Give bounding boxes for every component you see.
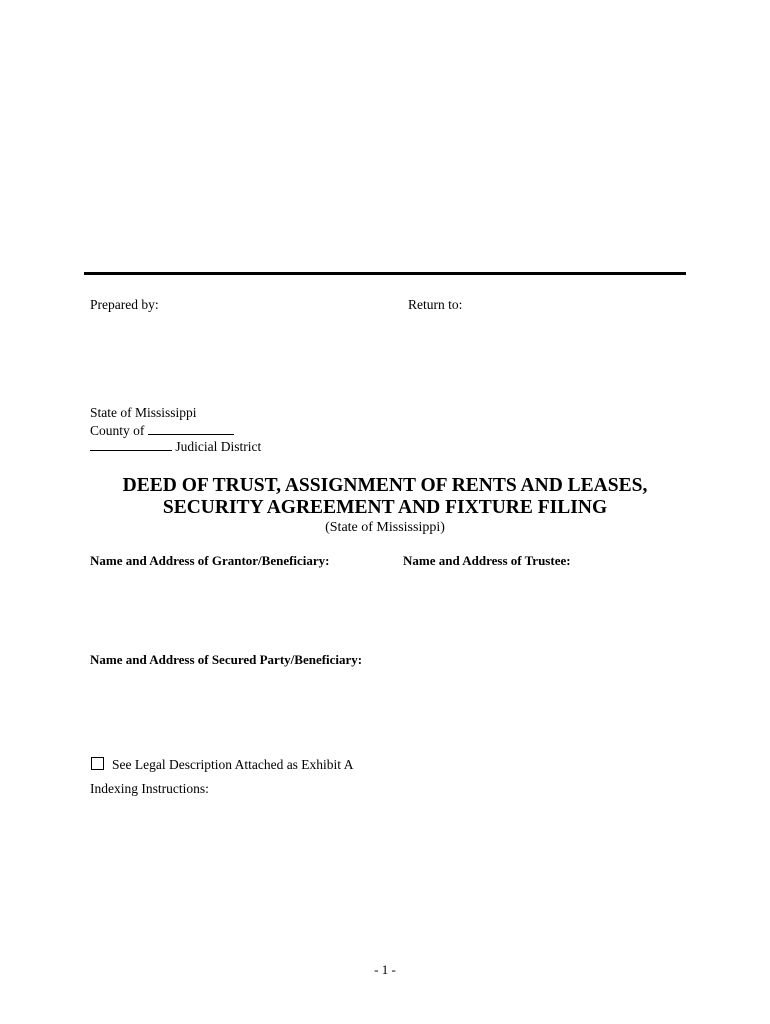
state-label: State of Mississippi xyxy=(90,405,197,420)
prepared-by-label: Prepared by: xyxy=(90,297,159,312)
grantor-label: Name and Address of Grantor/Beneficiary: xyxy=(90,553,330,568)
secured-party-label: Name and Address of Secured Party/Beneficiary: xyxy=(90,652,363,667)
district-line xyxy=(90,438,261,455)
district-blank[interactable] xyxy=(90,438,172,451)
document-subtitle: (State of Mississippi) xyxy=(325,520,445,535)
exhibit-a-label: See Legal Description Attached as Exhibit A xyxy=(112,757,354,772)
county-blank[interactable] xyxy=(148,422,234,435)
header-divider xyxy=(84,272,686,275)
document-title-line2: SECURITY AGREEMENT AND FIXTURE FILING xyxy=(162,497,608,518)
trustee-label: Name and Address of Trustee: xyxy=(403,553,571,568)
exhibit-a-checkbox[interactable] xyxy=(91,757,104,770)
county-label: County of xyxy=(90,423,145,438)
district-label: Judicial District xyxy=(175,439,262,454)
page-number: - 1 - xyxy=(374,962,396,977)
county-line xyxy=(90,422,234,439)
indexing-instructions-label: Indexing Instructions: xyxy=(90,781,209,796)
document-title-line1: DEED OF TRUST, ASSIGNMENT OF RENTS AND LEASES, xyxy=(122,475,648,496)
return-to-label: Return to: xyxy=(408,297,463,312)
